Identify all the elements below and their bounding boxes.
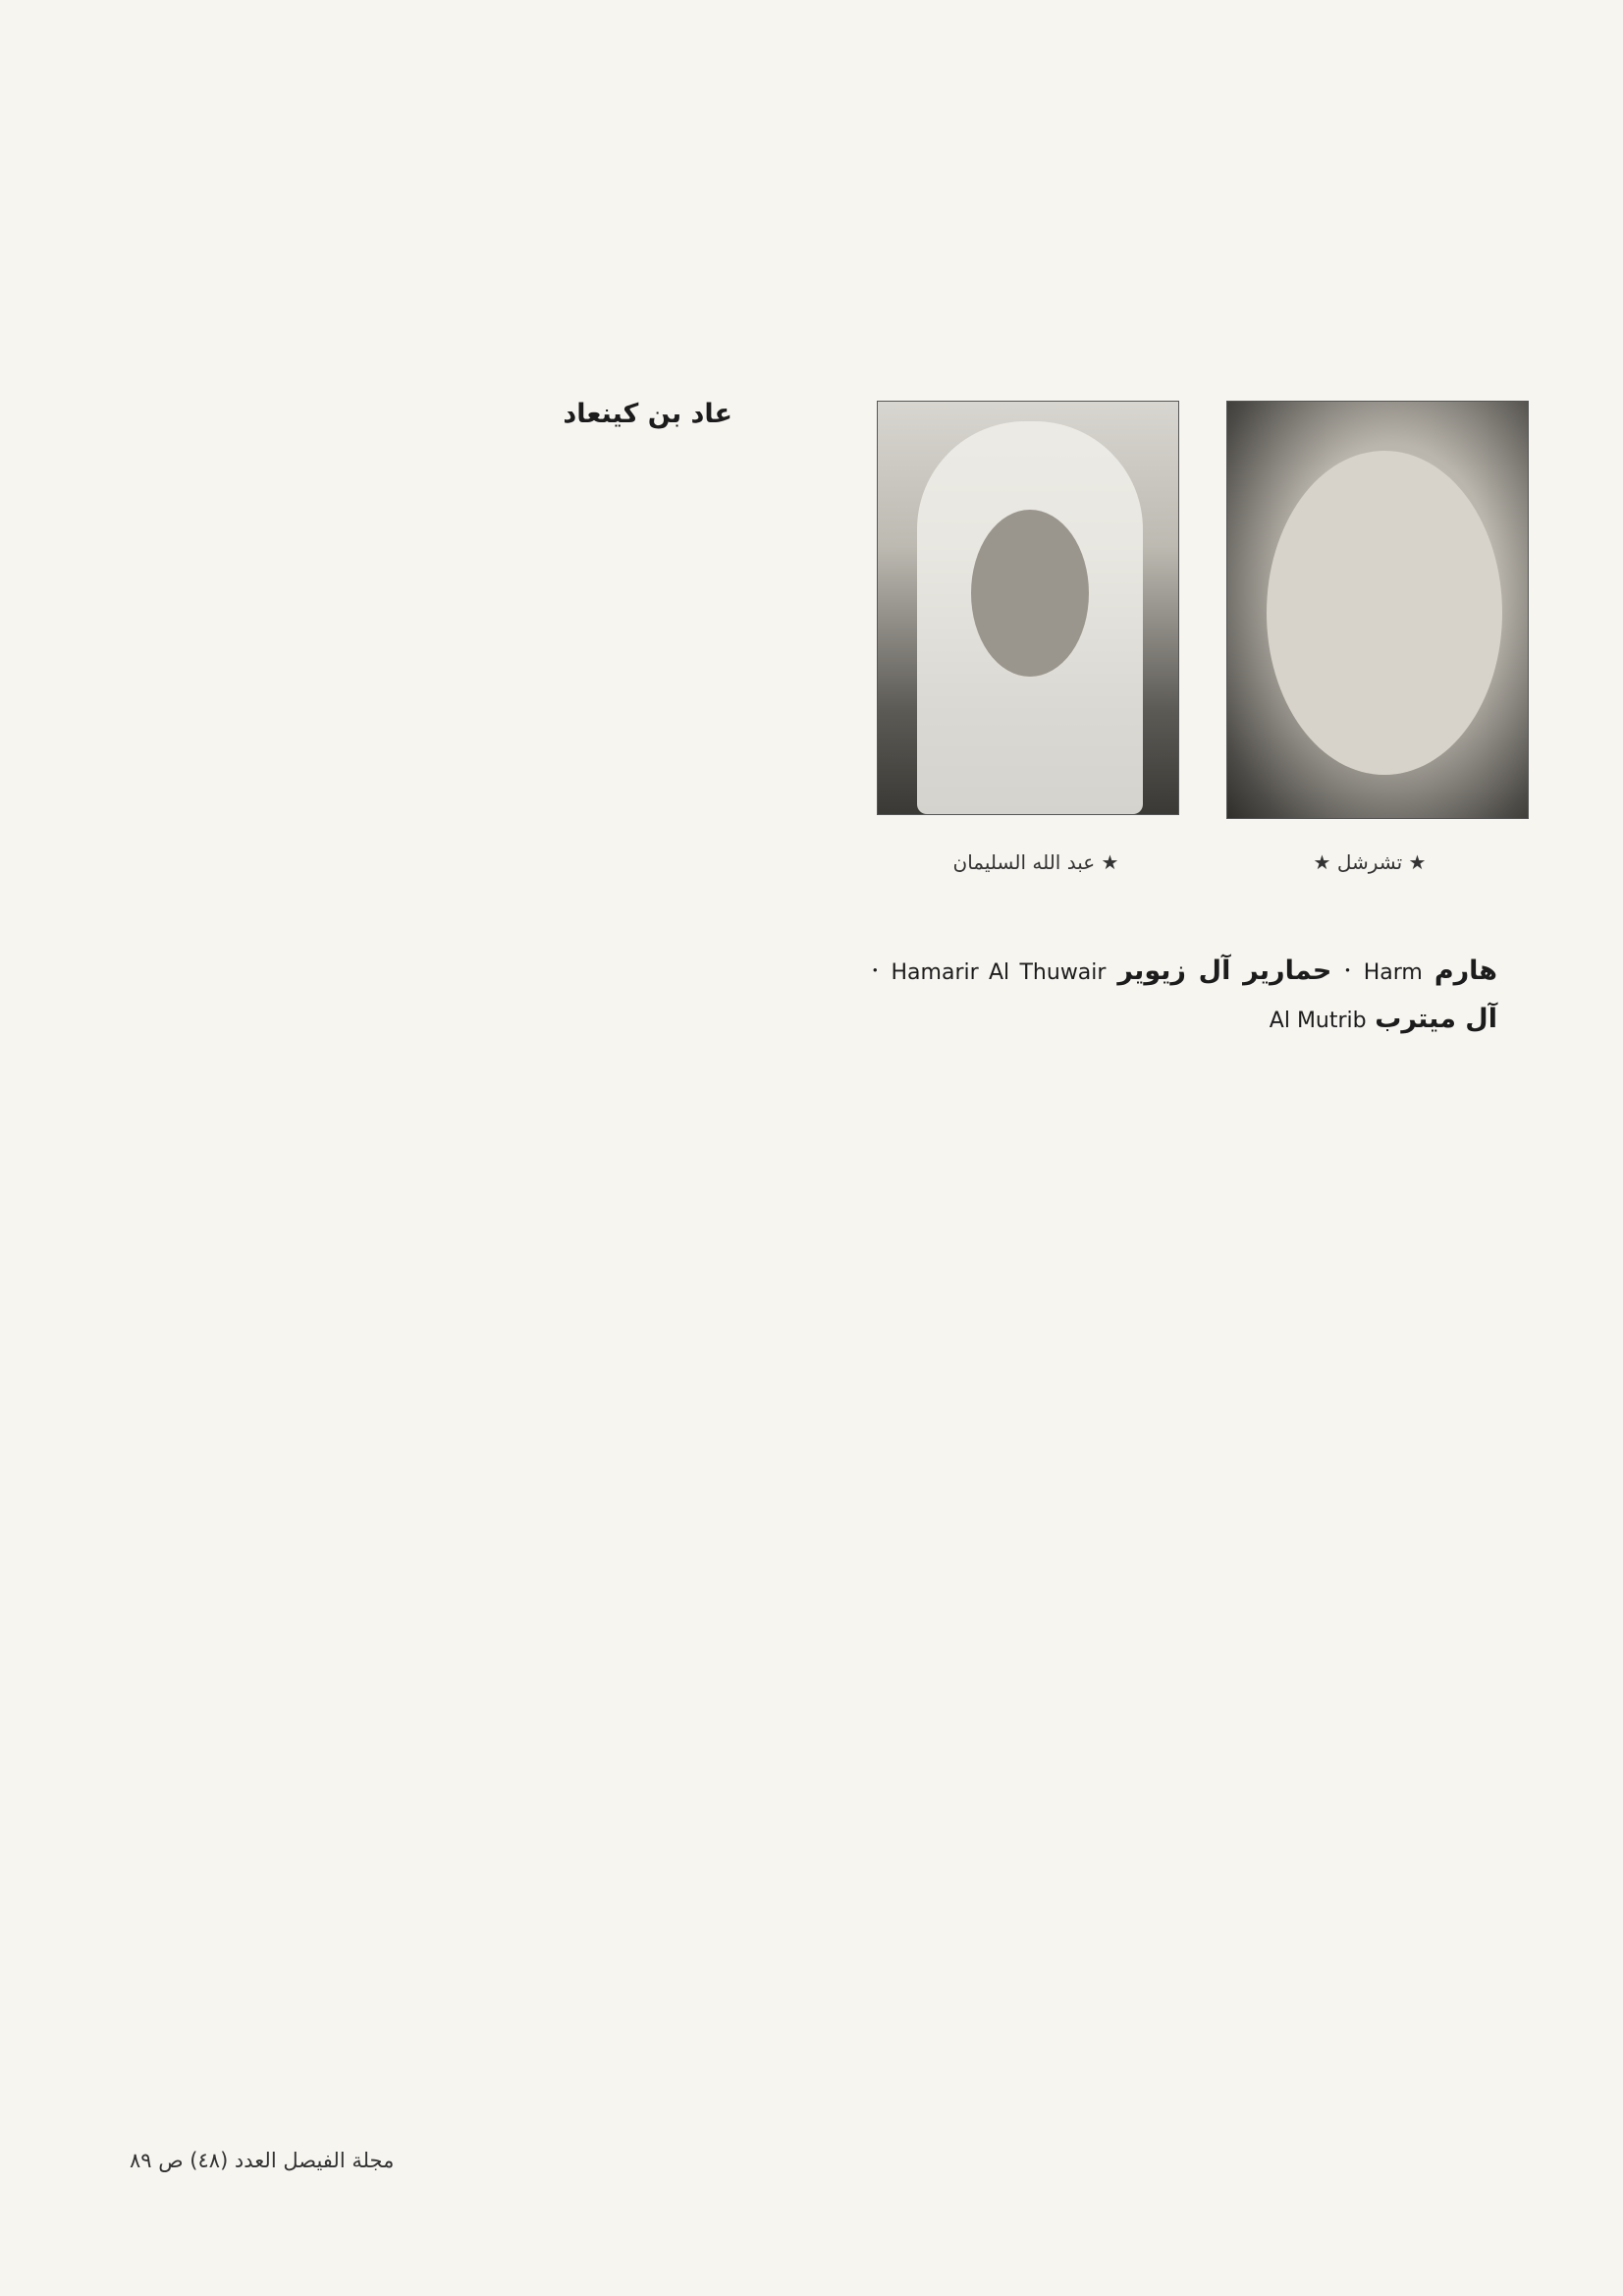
place-name-latin: Hamarir Al Thuwair xyxy=(891,960,1107,985)
photo-churchill xyxy=(1226,401,1529,819)
photo-abdullah-sulaiman xyxy=(877,401,1179,815)
paragraph xyxy=(116,391,732,437)
paragraph: هارم Harm · حمارير آل زيوير Hamarir Al Thuwair · آل ميترب Al Mutrib xyxy=(871,956,1498,1034)
place-name-latin: Al Mutrib xyxy=(1269,1009,1367,1033)
place-name: عاد بن كينعاد xyxy=(563,399,732,429)
place-name: حمارير آل زيوير xyxy=(1117,956,1332,986)
caption-sulaiman: ★ عبد الله السليمان xyxy=(952,850,1119,874)
place-name: آل ميترب xyxy=(1375,1004,1497,1034)
left-text-column xyxy=(116,391,732,459)
page-footer: مجلة الفيصل العدد (٤٨) ص ٨٩ xyxy=(130,2149,395,2172)
right-text-column xyxy=(871,948,1497,1066)
place-name: هارم xyxy=(1434,956,1498,986)
face-shape xyxy=(971,510,1089,677)
place-name-latin: Harm xyxy=(1363,960,1423,985)
caption-churchill: ★ تشرشل ★ xyxy=(1313,850,1427,874)
face-shape xyxy=(1267,451,1502,775)
